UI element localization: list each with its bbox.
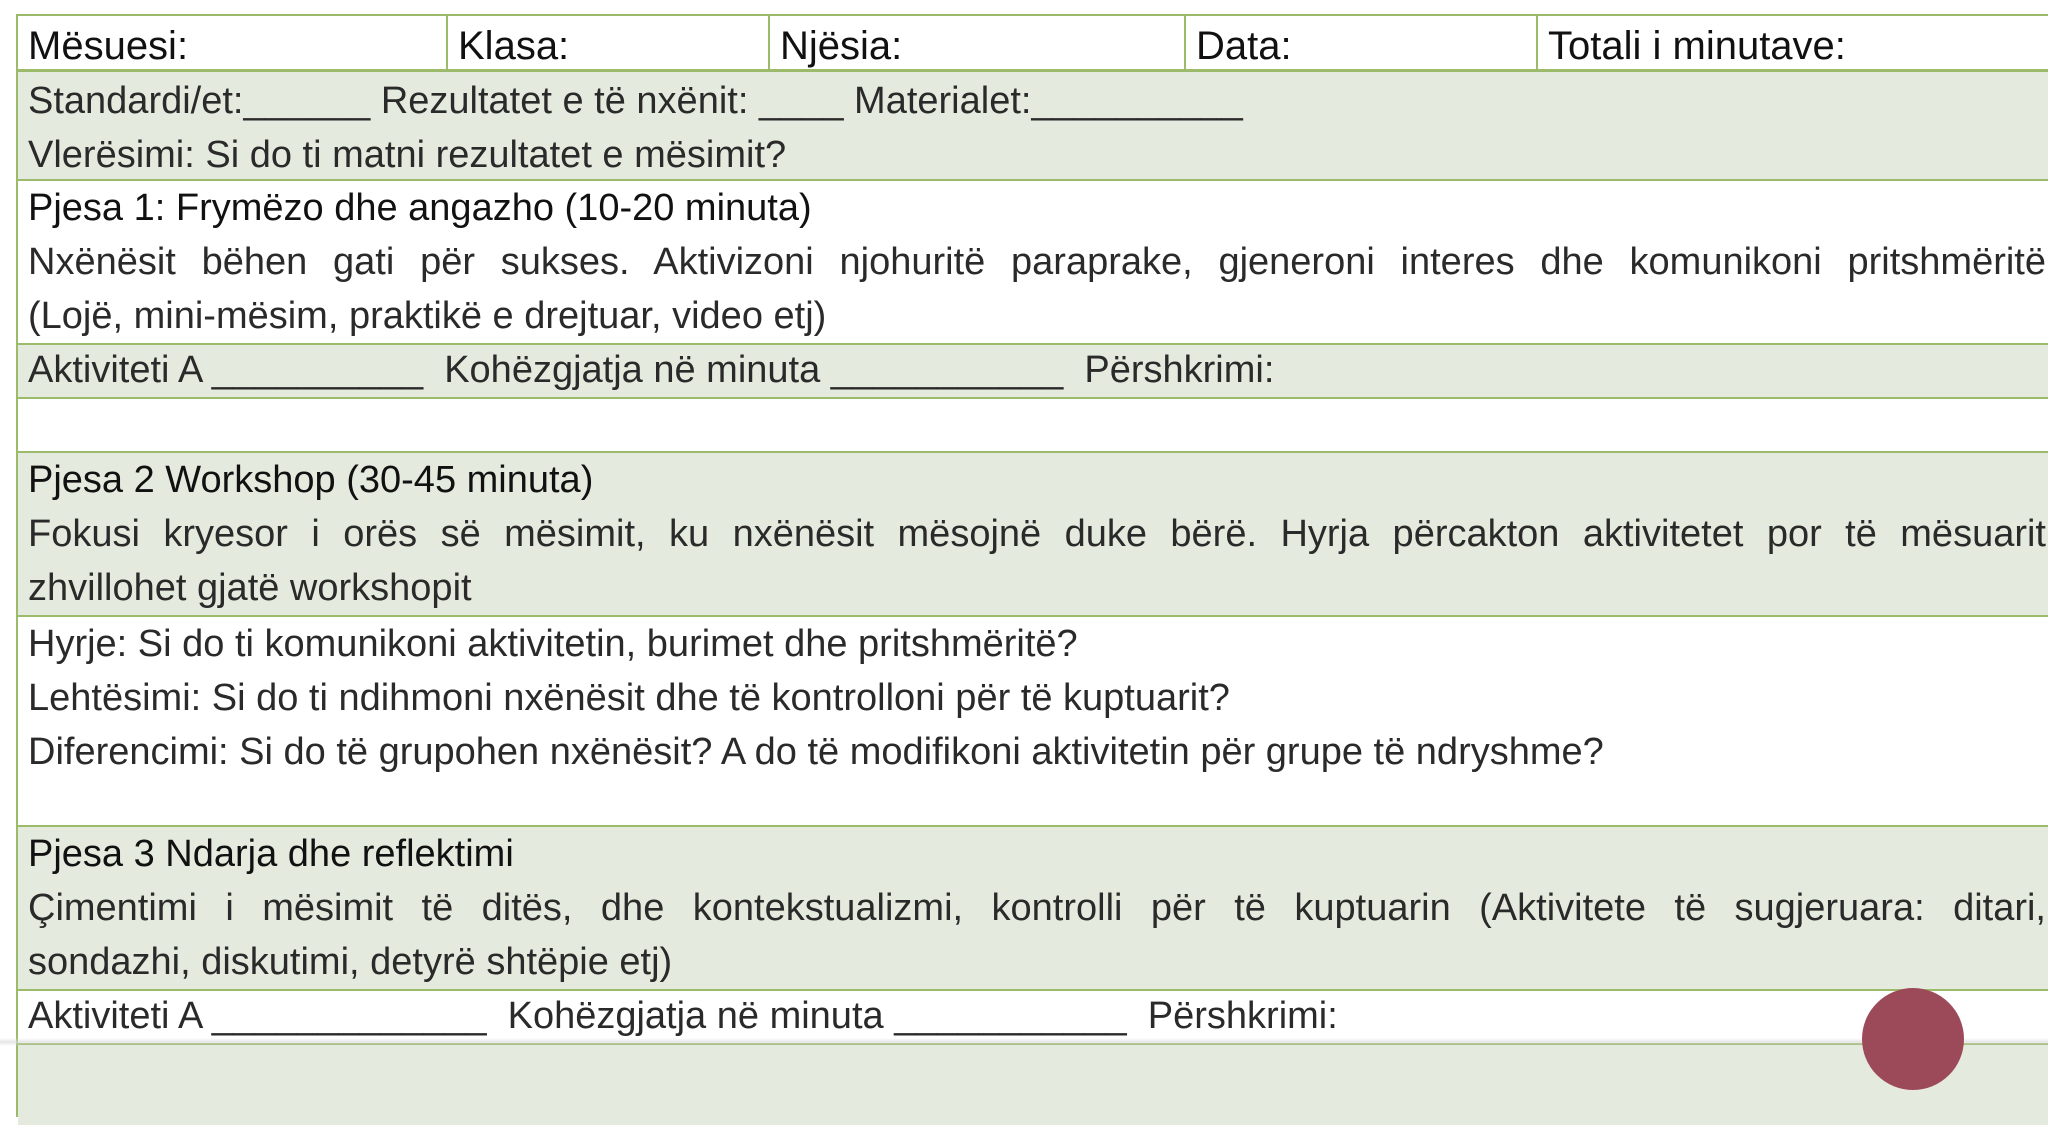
part2-questions-row[interactable]: [18, 617, 2048, 827]
header-row: [18, 16, 2048, 72]
slide-shadow: [0, 1038, 2048, 1046]
part1-activity-row[interactable]: [18, 345, 2048, 399]
part1-row: [18, 181, 2048, 345]
assessment-line: Vlerësimi: Si do ti matni rezultatet e mësimit?: [28, 134, 787, 176]
part1-title: Pjesa 1: Frymëzo dhe angazho (10-20 minuta): [28, 187, 812, 229]
part3-activity-fields: Aktiviteti A _____________ Kohëzgjatja në minuta ___________ Përshkrimi:: [28, 995, 1338, 1037]
unit-cell[interactable]: Njësia:: [770, 16, 1186, 69]
part1-description-line2: (Lojë, mini-mësim, praktikë e drejtuar, video etj): [28, 295, 827, 337]
introduction-question: Hyrje: Si do ti komunikoni aktivitetin, burimet dhe pritshmëritë?: [28, 623, 1078, 665]
part3-row: [18, 827, 2048, 991]
teacher-cell[interactable]: Mësuesi:: [18, 16, 448, 69]
lesson-plan-table: [16, 14, 2048, 1117]
standards-line: Standardi/et:______ Rezultatet e të nxënit: ____ Materialet:__________: [28, 80, 1243, 122]
total-minutes-cell[interactable]: Totali i minutave:: [1548, 24, 1846, 68]
part1-description-line1: Nxënësit bëhen gati për sukses. Aktivizoni njohuritë paraprake, gjeneroni interes dhe komunikoni pritshmëritë: [28, 241, 2046, 283]
part2-description-line1: Fokusi kryesor i orës së mësimit, ku nxënësit mësojnë duke bërë. Hyrja përcakton aktivitetet por të mësuarit: [28, 513, 2046, 555]
standards-row[interactable]: [18, 72, 2048, 181]
differentiation-question: Diferencimi: Si do të grupohen nxënësit? A do të modifikoni aktivitetin për grupe të ndryshme?: [28, 731, 1604, 773]
part2-row: [18, 453, 2048, 617]
part2-description-line2: zhvillohet gjatë workshopit: [28, 567, 472, 609]
slide-bullet-circle: [1862, 988, 1964, 1090]
class-cell[interactable]: Klasa:: [448, 16, 770, 69]
facilitation-question: Lehtësimi: Si do ti ndihmoni nxënësit dhe të kontrolloni për të kuptuarit?: [28, 677, 1230, 719]
part3-description-line2: sondazhi, diskutimi, detyrë shtëpie etj): [28, 941, 673, 983]
part3-activity-row[interactable]: [18, 991, 2048, 1045]
part2-title: Pjesa 2 Workshop (30-45 minuta): [28, 459, 594, 501]
date-cell[interactable]: Data:: [1186, 16, 1538, 69]
part3-description-line1: Çimentimi i mësimit të ditës, dhe kontekstualizmi, kontrolli për të kuptuarin (Aktivitete të sugjeruara: ditari,: [28, 887, 2046, 929]
part1-activity-fields: Aktiviteti A __________ Kohëzgjatja në minuta ___________ Përshkrimi:: [28, 349, 1275, 391]
part3-notes-row[interactable]: [18, 1045, 2048, 1125]
part3-title: Pjesa 3 Ndarja dhe reflektimi: [28, 833, 514, 875]
part1-notes-row[interactable]: [18, 399, 2048, 453]
